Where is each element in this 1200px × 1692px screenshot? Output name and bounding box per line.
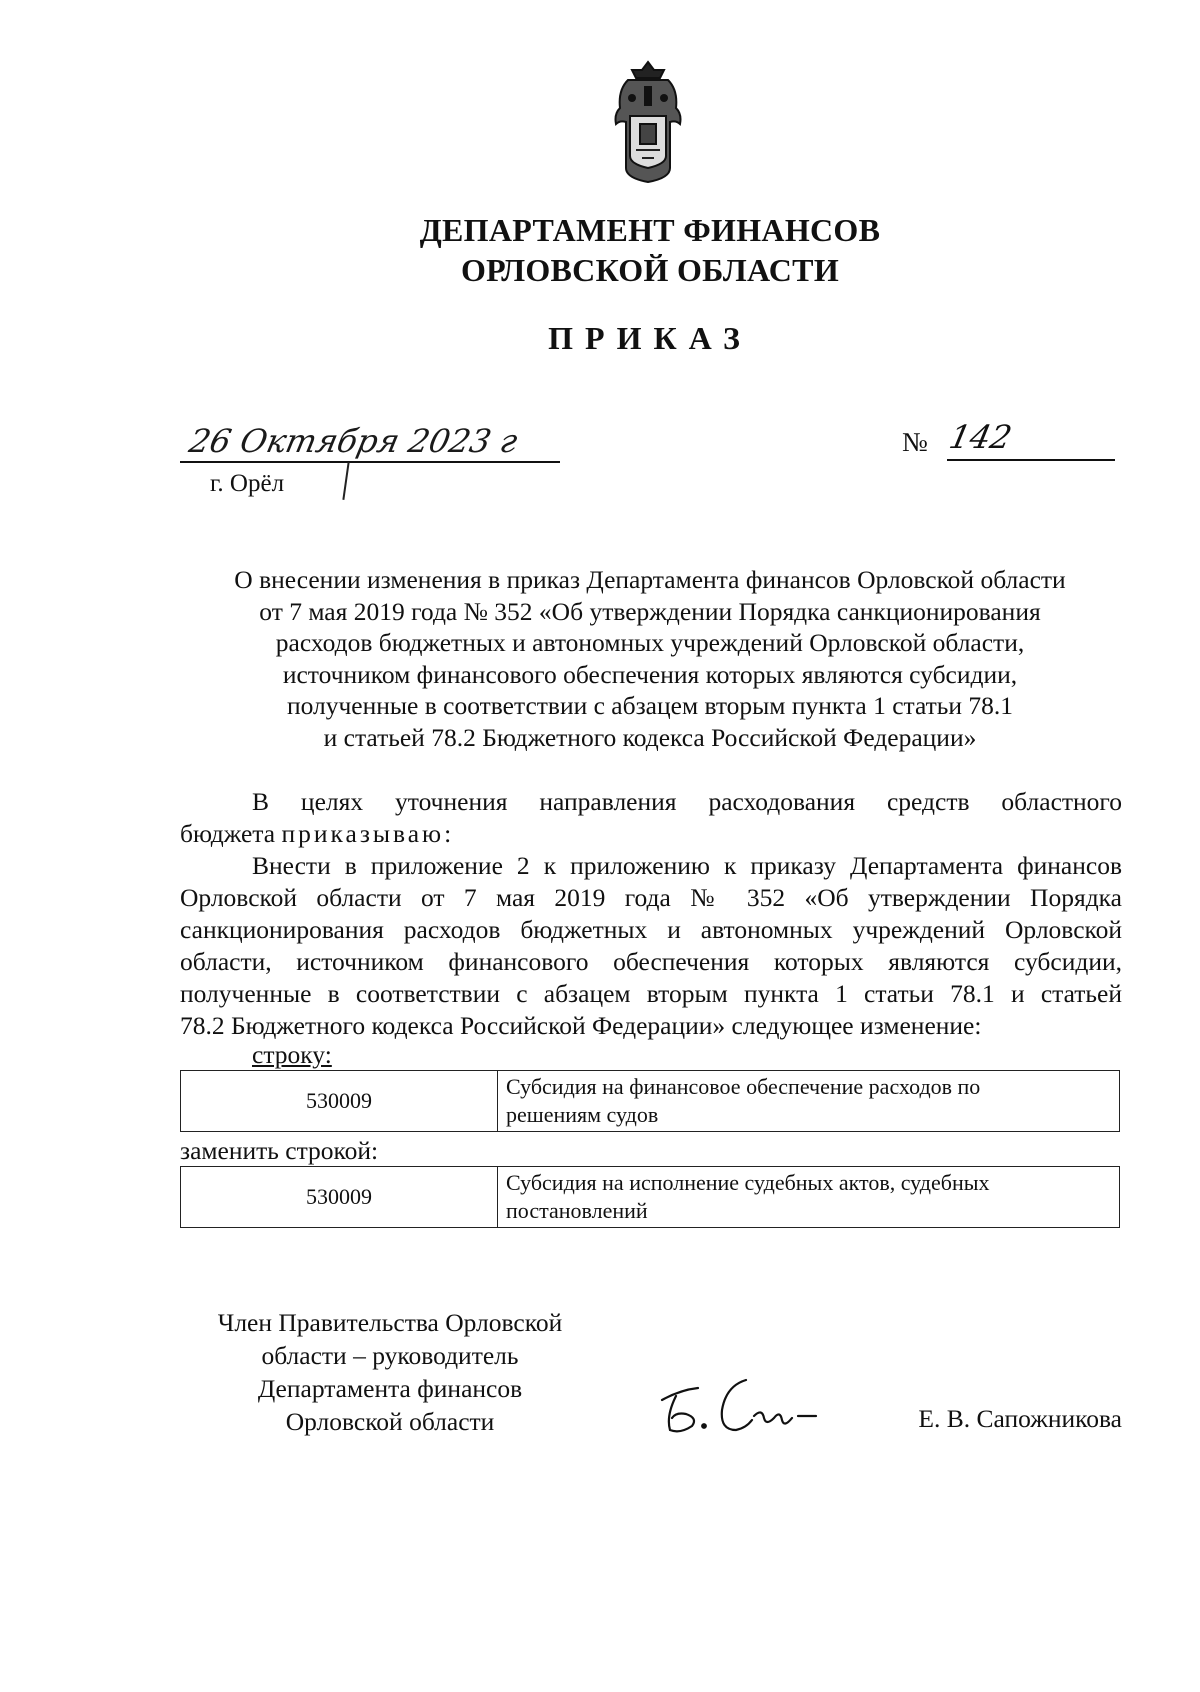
- position-line: Член Правительства Орловской: [217, 1308, 563, 1337]
- subject-line: источником финансового обеспечения которых являются субсидии,: [282, 659, 1018, 689]
- new-row-table: [180, 1166, 1120, 1228]
- table-cell-description: [498, 1071, 1120, 1132]
- body-line: санкционирования расходов бюджетных и автономных учреждений Орловской: [180, 915, 1122, 944]
- description-line: постановлений: [506, 1198, 648, 1223]
- body-line: Орловской области от 7 мая 2019 года № 352 «Об утверждении Порядка: [180, 883, 1122, 912]
- body-line: [180, 818, 1122, 850]
- order-body: [180, 786, 1122, 1042]
- description-line: Субсидия на финансовое обеспечение расходов по: [506, 1074, 981, 1099]
- number-sign: №: [902, 427, 928, 457]
- coat-of-arms-icon: [608, 58, 688, 184]
- department-line-2: ОРЛОВСКОЙ ОБЛАСТИ: [460, 252, 840, 288]
- body-text-fragment: бюджета: [180, 819, 282, 848]
- subject-line: О внесении изменения в приказ Департамента финансов Орловской области: [234, 565, 1066, 594]
- description-line: решениям судов: [506, 1102, 659, 1127]
- city: г. Орёл: [210, 470, 285, 497]
- subject-line: полученные в соответствии с абзацем вторым пункта 1 статьи 78.1: [286, 691, 1014, 720]
- table-cell-code: 530009: [181, 1071, 498, 1132]
- position-line: Департамента финансов: [257, 1374, 523, 1403]
- subject-line: и статьей 78.2 Бюджетного кодекса Российской Федерации»: [323, 722, 977, 752]
- number-underline: [947, 459, 1115, 461]
- order-date: 26 Октября 2023 г: [185, 422, 521, 460]
- subject-line: от 7 мая 2019 года № 352 «Об утверждении Порядка санкционирования: [259, 596, 1041, 626]
- department-name: [300, 210, 1000, 290]
- table-cell-description: [498, 1167, 1120, 1228]
- new-row-label: заменить строкой:: [180, 1136, 379, 1165]
- table-cell-code: 530009: [181, 1167, 498, 1228]
- signer-name: Е. В. Сапожникова: [918, 1404, 1122, 1433]
- signer-position: [180, 1306, 600, 1438]
- order-number: 142: [945, 418, 1016, 456]
- document-type: ПРИКАЗ: [548, 320, 752, 356]
- order-subject: [190, 564, 1110, 753]
- table-row: [181, 1071, 1120, 1132]
- order-directive: приказываю:: [281, 819, 455, 848]
- description-line: Субсидия на исполнение судебных актов, судебных: [506, 1170, 990, 1195]
- subject-line: расходов бюджетных и автономных учреждений Орловской области,: [275, 628, 1025, 657]
- old-row-table: [180, 1070, 1120, 1132]
- department-line-1: ДЕПАРТАМЕНТ ФИНАНСОВ: [419, 212, 881, 248]
- body-line: 78.2 Бюджетного кодекса Российской Федерации» следующее изменение:: [180, 1011, 982, 1040]
- body-line: Внести в приложение 2 к приложению к приказу Департамента финансов: [252, 851, 1122, 880]
- table-row: [181, 1167, 1120, 1228]
- body-line: полученные в соответствии с абзацем вторым пункта 1 статьи 78.1 и статьей: [180, 979, 1122, 1008]
- body-line: области, источником финансового обеспечения которых являются субсидии,: [180, 947, 1122, 976]
- body-line: В целях уточнения направления расходования средств областного: [252, 787, 1122, 816]
- date-underline: [180, 461, 560, 463]
- position-line: Орловской области: [285, 1407, 495, 1436]
- date-tick-mark: [342, 462, 349, 500]
- position-line: области – руководитель: [261, 1341, 519, 1370]
- old-row-label: строку:: [252, 1040, 332, 1069]
- signature-icon: [650, 1360, 830, 1450]
